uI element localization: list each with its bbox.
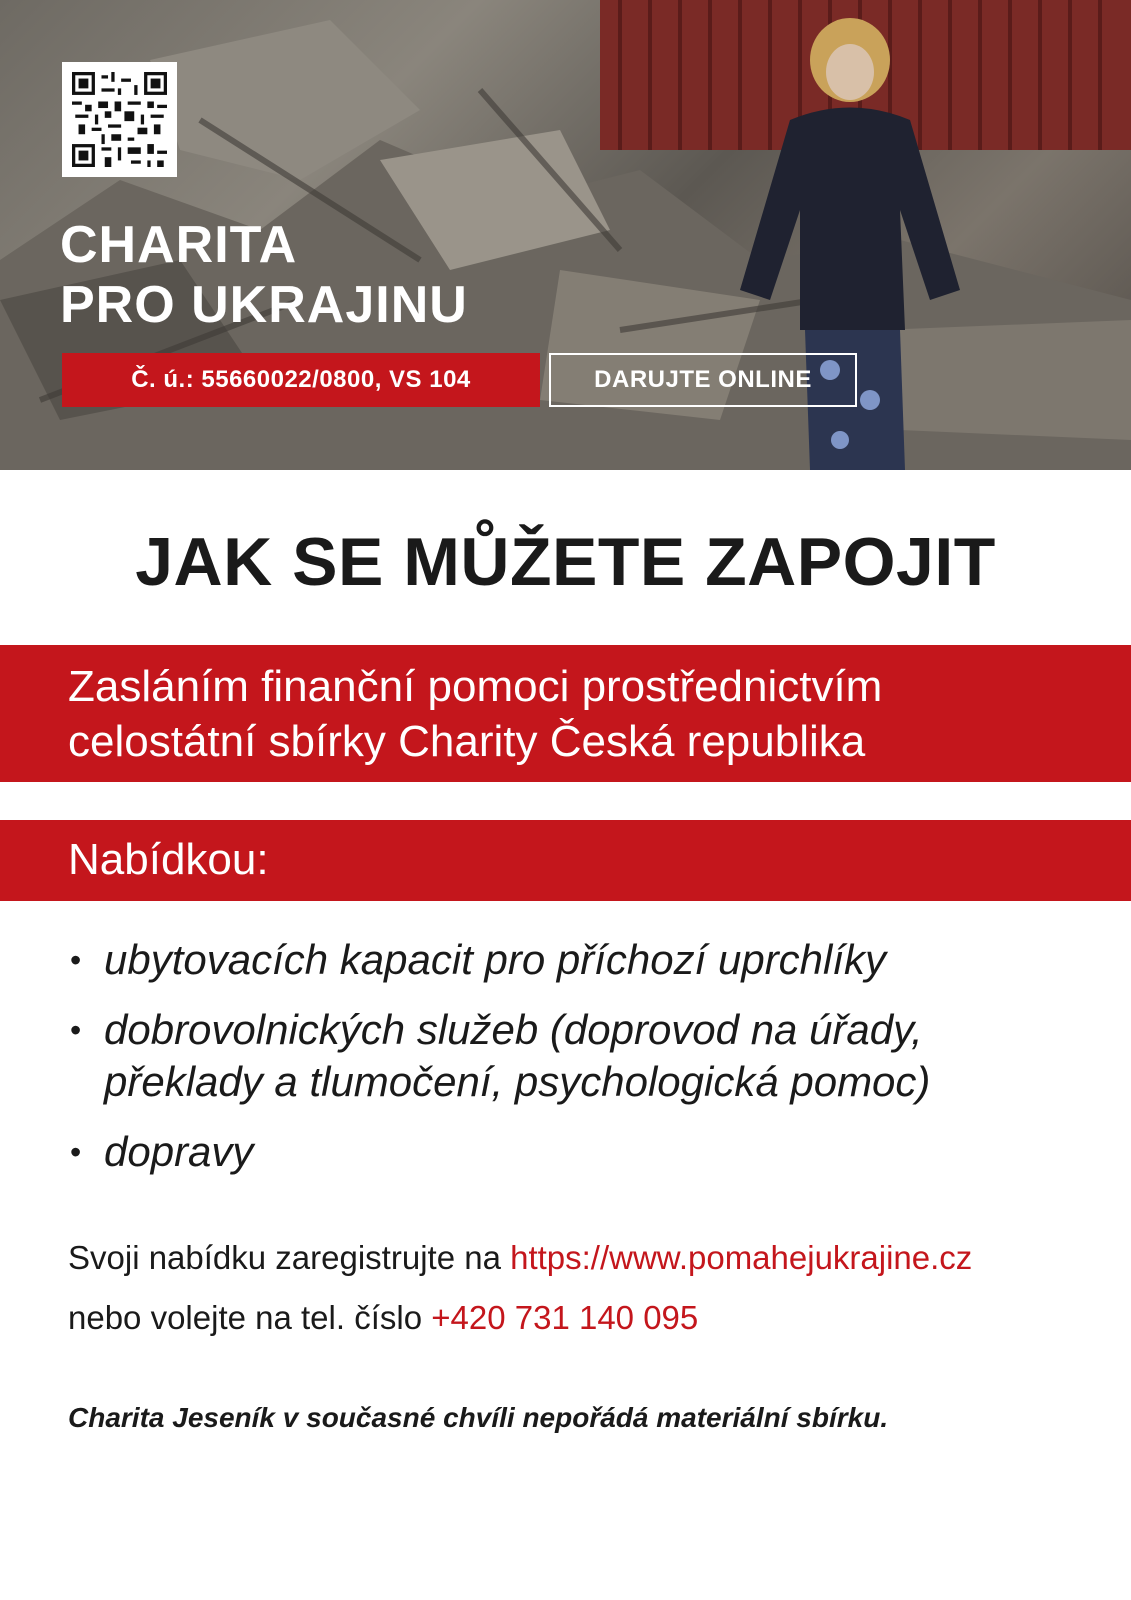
list-item — [68, 934, 1068, 986]
collection-note: Charita Jeseník v současné chvíli nepořádá materiální sbírku. — [68, 1402, 889, 1433]
offer-band — [0, 820, 1131, 901]
hero-title-line2: PRO UKRAJINU — [60, 276, 468, 334]
bullet-icon: • — [70, 942, 82, 978]
financial-help-band — [0, 645, 1131, 782]
register-line — [68, 1228, 972, 1288]
list-item — [68, 1004, 1068, 1108]
list-item-line2: překlady a tlumočení, psychologická pomoc) — [104, 1058, 931, 1105]
financial-help-line2: celostátní sbírky Charity Česká republika — [68, 717, 866, 766]
register-info — [68, 1228, 972, 1348]
financial-help-line1: Zasláním finanční pomoci prostřednictvím — [68, 662, 883, 711]
list-item — [68, 1126, 1068, 1178]
financial-help-text — [68, 659, 882, 769]
list-item-line1: ubytovacích kapacit pro příchozí uprchlíky — [104, 936, 887, 983]
hero-title — [60, 215, 468, 335]
offer-label: Nabídkou: — [68, 835, 269, 884]
phone-line — [68, 1288, 972, 1348]
phone-prefix: nebo volejte na tel. číslo — [68, 1299, 432, 1336]
list-item-line1: dopravy — [104, 1128, 254, 1175]
hero-banner — [0, 0, 1131, 470]
qr-code-icon — [72, 72, 167, 167]
offer-list — [68, 934, 1068, 1196]
phone-number-link[interactable]: +420 731 140 095 — [431, 1299, 699, 1336]
qr-code[interactable] — [62, 62, 177, 177]
bullet-icon: • — [70, 1134, 82, 1170]
list-item-line1: dobrovolnických služeb (doprovod na úřady, — [104, 1006, 923, 1053]
bank-account-badge: Č. ú.: 55660022/0800, VS 104 — [62, 353, 540, 407]
register-prefix: Svoji nabídku zaregistrujte na — [68, 1239, 511, 1276]
bullet-icon: • — [70, 1012, 82, 1048]
hero-title-line1: CHARITA — [60, 216, 298, 274]
register-url-link[interactable]: https://www.pomahejukrajine.cz — [510, 1239, 973, 1276]
page-title: JAK SE MŮŽETE ZAPOJIT — [135, 524, 996, 600]
donate-online-button[interactable]: DARUJTE ONLINE — [549, 353, 857, 407]
